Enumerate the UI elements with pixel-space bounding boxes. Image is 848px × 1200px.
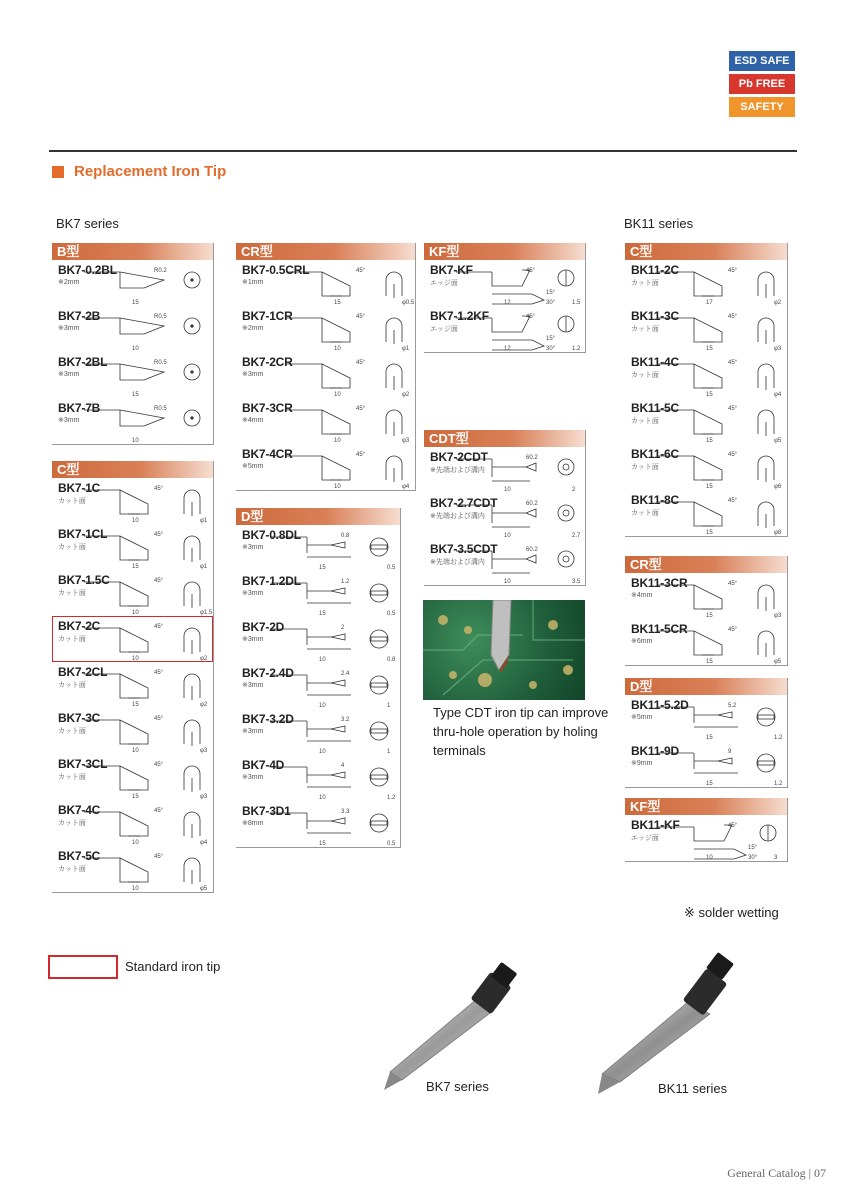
dimension-label: φ0.5	[402, 300, 415, 306]
tip-note: カット面	[58, 590, 86, 597]
tip-model-name: BK7-0.8DL	[242, 528, 301, 542]
dimension-label: 30°	[748, 855, 758, 861]
tip-note: ※3mm	[58, 417, 80, 424]
dimension-label: φ3	[200, 794, 208, 800]
dimension-label: R0.5	[154, 360, 167, 366]
dimension-label: 45°	[728, 823, 738, 829]
tip-note: カット面	[58, 636, 86, 643]
tip-row	[52, 352, 213, 398]
dimension-label: R0.5	[154, 406, 167, 412]
tip-row	[625, 815, 787, 861]
dimension-label: 45°	[356, 268, 366, 274]
dimension-label: 17	[706, 300, 713, 306]
solder-wetting-note: ※ solder wetting	[684, 905, 779, 920]
tip-row	[236, 617, 400, 663]
dimension-label: 45°	[154, 578, 164, 584]
tip-row	[236, 663, 400, 709]
dimension-label: 1.2	[774, 735, 783, 741]
category-header: CR型	[625, 556, 787, 573]
dimension-label: 45°	[728, 581, 738, 587]
dimension-label: 3.3	[341, 809, 350, 815]
tip-model-name: BK11-3CR	[631, 576, 688, 590]
page-footer: General Catalog | 07	[727, 1166, 826, 1180]
category-header: C型	[625, 243, 787, 260]
dimension-label: 10	[319, 703, 326, 709]
dimension-label: 12	[504, 300, 511, 306]
standard-tip-legend-swatch	[48, 955, 118, 979]
dimension-label: 60.2	[526, 455, 538, 461]
tip-row	[236, 525, 400, 571]
tip-note: ※5mm	[242, 463, 264, 470]
dimension-label: φ1	[402, 346, 410, 352]
tip-model-name: BK7-1CR	[242, 309, 293, 323]
tip-note: カット面	[631, 372, 659, 379]
dimension-label: 45°	[728, 268, 738, 274]
tip-row	[625, 573, 787, 619]
dimension-label: 45°	[728, 452, 738, 458]
tip-model-name: BK7-2CR	[242, 355, 293, 369]
tip-row	[52, 846, 213, 892]
dimension-label: φ2	[402, 392, 410, 398]
bk7-series-label: BK7 series	[56, 216, 119, 231]
bk7-b-panel	[52, 243, 214, 445]
tip-model-name: BK7-2D	[242, 620, 285, 634]
tip-note: ※3mm	[58, 325, 80, 332]
bk11-cr-panel	[625, 556, 788, 666]
tip-note: ※5mm	[631, 714, 653, 721]
tip-row	[52, 524, 213, 570]
tip-row	[424, 539, 585, 585]
bk11-kf-panel	[625, 798, 788, 862]
tip-note: ※1mm	[242, 279, 264, 286]
tip-row	[424, 447, 585, 493]
tip-model-name: BK7-2C	[58, 619, 101, 633]
tip-row	[52, 570, 213, 616]
dimension-label: 10	[504, 579, 511, 585]
tip-note: エッジ面	[430, 280, 458, 287]
dimension-label: 10	[504, 487, 511, 493]
esd-safe-badge: ESD SAFE	[729, 51, 795, 71]
dimension-label: 15	[132, 702, 139, 708]
tip-note: カット面	[58, 774, 86, 781]
dimension-label: φ3	[200, 748, 208, 754]
tip-note: カット面	[58, 728, 86, 735]
dimension-label: 10	[319, 657, 326, 663]
dimension-label: 10	[334, 346, 341, 352]
dimension-label: 10	[334, 438, 341, 444]
tip-note: カット面	[58, 820, 86, 827]
tip-row	[236, 398, 415, 444]
tip-row	[52, 754, 213, 800]
dimension-label: φ4	[402, 484, 410, 490]
bk7-cdt-panel	[424, 430, 586, 586]
tip-model-name: BK11-9D	[631, 744, 679, 758]
tip-row	[236, 352, 415, 398]
tip-row	[625, 490, 787, 536]
tip-note: カット面	[58, 682, 86, 689]
dimension-label: φ4	[200, 840, 208, 846]
bk7-kf-panel	[424, 243, 586, 353]
category-header: KF型	[424, 243, 585, 260]
dimension-label: φ1	[200, 518, 208, 524]
dimension-label: 2.7	[572, 533, 581, 539]
tip-row	[625, 741, 787, 787]
dimension-label: 15	[706, 484, 713, 490]
tip-model-name: BK7-3CR	[242, 401, 293, 415]
dimension-label: 15	[319, 841, 326, 847]
tip-model-name: BK11-8C	[631, 493, 679, 507]
category-header: D型	[236, 508, 400, 525]
dimension-label: 45°	[728, 498, 738, 504]
tip-note: カット面	[58, 866, 86, 873]
dimension-label: R0.2	[154, 268, 167, 274]
tip-note: カット面	[58, 544, 86, 551]
tip-note: ※3mm	[242, 636, 264, 643]
dimension-label: 45°	[728, 406, 738, 412]
dimension-label: φ4	[774, 392, 782, 398]
bk7-cr-panel	[236, 243, 416, 491]
tip-model-name: BK11-5C	[631, 401, 679, 415]
tip-row	[236, 571, 400, 617]
dimension-label: φ6	[774, 484, 782, 490]
tip-note: エッジ面	[631, 835, 659, 842]
dimension-label: 60.2	[526, 547, 538, 553]
tip-model-name: BK7-3D1	[242, 804, 291, 818]
bk7-d-panel	[236, 508, 401, 848]
tip-note: ※3mm	[242, 590, 264, 597]
tip-model-name: BK11-5.2D	[631, 698, 689, 712]
tip-row	[52, 708, 213, 754]
dimension-label: 45°	[356, 406, 366, 412]
dimension-label: 5.2	[728, 703, 737, 709]
dimension-label: φ3	[774, 613, 782, 619]
dimension-label: 15	[706, 346, 713, 352]
dimension-label: 45°	[526, 314, 536, 320]
dimension-label: φ3	[402, 438, 410, 444]
dimension-label: 2.4	[341, 671, 350, 677]
tip-note: ※4mm	[631, 592, 653, 599]
dimension-label: 45°	[728, 627, 738, 633]
tip-row	[625, 444, 787, 490]
tip-model-name: BK11-6C	[631, 447, 679, 461]
dimension-label: 3	[774, 855, 778, 861]
dimension-label: 45°	[356, 314, 366, 320]
dimension-label: 1.5	[572, 300, 581, 306]
dimension-label: 0.8	[341, 533, 350, 539]
tip-row	[424, 260, 585, 306]
dimension-label: 10	[706, 855, 713, 861]
tip-row	[236, 306, 415, 352]
tip-model-name: BK7-0.2BL	[58, 263, 117, 277]
tip-row	[625, 398, 787, 444]
tip-row	[52, 662, 213, 708]
dimension-label: 12	[504, 346, 511, 352]
category-header: B型	[52, 243, 213, 260]
tip-model-name: BK7-3.2D	[242, 712, 294, 726]
tip-model-name: BK7-KF	[430, 263, 473, 277]
tip-note: ※先端および溝内	[430, 513, 485, 520]
tip-row	[236, 755, 400, 801]
dimension-label: 10	[319, 795, 326, 801]
tip-row	[236, 801, 400, 847]
dimension-label: R0.5	[154, 314, 167, 320]
tip-note: ※3mm	[242, 728, 264, 735]
standard-tip-legend-label: Standard iron tip	[125, 959, 221, 974]
category-header: D型	[625, 678, 787, 695]
dimension-label: 45°	[154, 854, 164, 860]
dimension-label: 0.8	[387, 657, 396, 663]
dimension-label: 15°	[546, 290, 556, 296]
dimension-label: 1.2	[387, 795, 396, 801]
dimension-label: 10	[132, 346, 139, 352]
dimension-label: 10	[132, 656, 139, 662]
tip-note: カット面	[631, 280, 659, 287]
bk11-iron-label: BK11 series	[658, 1081, 728, 1096]
tip-model-name: BK7-2.4D	[242, 666, 294, 680]
dimension-label: 45°	[728, 360, 738, 366]
dimension-label: 45°	[154, 716, 164, 722]
tip-model-name: BK7-2CL	[58, 665, 108, 679]
dimension-label: 1	[387, 703, 391, 709]
dimension-label: 0.5	[387, 841, 396, 847]
dimension-label: 1	[387, 749, 391, 755]
tip-model-name: BK7-1.5C	[58, 573, 110, 587]
tip-note: ※3mm	[58, 371, 80, 378]
tip-model-name: BK7-3.5CDT	[430, 542, 498, 556]
dimension-label: φ5	[200, 886, 208, 892]
dimension-label: 15	[319, 611, 326, 617]
header-rule	[49, 150, 797, 152]
dimension-label: 10	[334, 484, 341, 490]
dimension-label: φ2	[774, 300, 782, 306]
tip-note: カット面	[631, 510, 659, 517]
tip-model-name: BK7-1.2DL	[242, 574, 301, 588]
dimension-label: 45°	[356, 360, 366, 366]
dimension-label: 10	[132, 518, 139, 524]
tip-note: カット面	[58, 498, 86, 505]
dimension-label: 15	[132, 564, 139, 570]
dimension-label: 9	[728, 749, 732, 755]
tip-model-name: BK11-KF	[631, 818, 680, 832]
dimension-label: 1.2	[774, 781, 783, 787]
tip-model-name: BK7-3CL	[58, 757, 108, 771]
dimension-label: 15	[132, 794, 139, 800]
dimension-label: 10	[504, 533, 511, 539]
dimension-label: 4	[341, 763, 345, 769]
tip-row	[236, 260, 415, 306]
tip-note: ※2mm	[242, 325, 264, 332]
dimension-label: 30°	[546, 346, 556, 352]
bk11-iron-illustration	[592, 942, 762, 1102]
dimension-label: 15	[319, 565, 326, 571]
tip-model-name: BK7-1.2KF	[430, 309, 489, 323]
safety-badge: SAFETY	[729, 97, 795, 117]
dimension-label: φ5	[774, 438, 782, 444]
pb-free-badge: Pb FREE	[729, 74, 795, 94]
dimension-label: 15	[706, 530, 713, 536]
category-header: C型	[52, 461, 213, 478]
tip-row	[52, 478, 213, 524]
dimension-label: 1.2	[572, 346, 581, 352]
dimension-label: 3.5	[572, 579, 581, 585]
bk11-c-panel	[625, 243, 788, 537]
tip-row	[625, 619, 787, 665]
dimension-label: 45°	[728, 314, 738, 320]
tip-note: ※2mm	[58, 279, 80, 286]
tip-note: カット面	[631, 326, 659, 333]
dimension-label: 15	[706, 781, 713, 787]
certification-badges	[729, 51, 795, 120]
tip-model-name: BK7-2BL	[58, 355, 108, 369]
tip-model-name: BK7-2B	[58, 309, 101, 323]
dimension-label: 0.5	[387, 611, 396, 617]
tip-note: カット面	[631, 418, 659, 425]
dimension-label: φ5	[774, 659, 782, 665]
tip-model-name: BK7-1CL	[58, 527, 108, 541]
tip-model-name: BK7-4C	[58, 803, 101, 817]
tip-row	[625, 352, 787, 398]
tip-note: ※3mm	[242, 774, 264, 781]
tip-row	[52, 800, 213, 846]
dimension-label: φ1.5	[200, 610, 213, 616]
dimension-label: 10	[132, 886, 139, 892]
dimension-label: 45°	[356, 452, 366, 458]
tip-model-name: BK7-5C	[58, 849, 101, 863]
tip-row	[625, 260, 787, 306]
tip-model-name: BK7-2.7CDT	[430, 496, 498, 510]
tip-note: エッジ面	[430, 326, 458, 333]
bk11-d-panel	[625, 678, 788, 788]
dimension-label: 45°	[154, 486, 164, 492]
dimension-label: 2	[572, 487, 576, 493]
dimension-label: 45°	[154, 624, 164, 630]
tip-note: カット面	[631, 464, 659, 471]
tip-model-name: BK7-3C	[58, 711, 101, 725]
tip-model-name: BK7-4D	[242, 758, 285, 772]
dimension-label: 15	[334, 300, 341, 306]
tip-model-name: BK11-4C	[631, 355, 679, 369]
cdt-usage-photo	[423, 600, 585, 700]
dimension-label: 15°	[748, 845, 758, 851]
dimension-label: 15	[706, 438, 713, 444]
tip-model-name: BK11-5CR	[631, 622, 688, 636]
tip-note: ※3mm	[242, 682, 264, 689]
dimension-label: 15	[132, 300, 139, 306]
dimension-label: 3.2	[341, 717, 350, 723]
dimension-label: 45°	[154, 670, 164, 676]
tip-model-name: BK7-4CR	[242, 447, 293, 461]
tip-row	[236, 444, 415, 490]
section-title: Replacement Iron Tip	[52, 163, 226, 180]
dimension-label: 10	[132, 610, 139, 616]
dimension-label: 2	[341, 625, 345, 631]
bk7-iron-label: BK7 series	[426, 1079, 489, 1094]
dimension-label: 45°	[154, 808, 164, 814]
dimension-label: φ2	[200, 656, 208, 662]
dimension-label: 45°	[154, 762, 164, 768]
bk11-series-label: BK11 series	[624, 216, 694, 231]
dimension-label: 10	[319, 749, 326, 755]
tip-model-name: BK7-2CDT	[430, 450, 488, 464]
tip-note: ※先端および溝内	[430, 467, 485, 474]
dimension-label: φ1	[200, 564, 208, 570]
tip-model-name: BK7-7B	[58, 401, 101, 415]
cdt-caption: Type CDT iron tip can improve thru-hole operation by holing terminals	[433, 705, 609, 758]
category-header: CR型	[236, 243, 415, 260]
tip-row	[52, 398, 213, 444]
dimension-label: φ3	[774, 346, 782, 352]
tip-model-name: BK11-3C	[631, 309, 679, 323]
dimension-label: 1.2	[341, 579, 350, 585]
tip-note: ※6mm	[631, 638, 653, 645]
dimension-label: 15	[706, 735, 713, 741]
tip-note: ※先端および溝内	[430, 559, 485, 566]
tip-note: ※8mm	[242, 820, 264, 827]
tip-row	[424, 493, 585, 539]
tip-row	[625, 306, 787, 352]
tip-note: ※3mm	[242, 371, 264, 378]
tip-row	[52, 260, 213, 306]
tip-model-name: BK7-0.5CRL	[242, 263, 310, 277]
dimension-label: 10	[132, 840, 139, 846]
dimension-label: 0.5	[387, 565, 396, 571]
category-header: KF型	[625, 798, 787, 815]
dimension-label: 30°	[546, 300, 556, 306]
dimension-label: 15	[706, 613, 713, 619]
section-square-icon	[52, 166, 64, 178]
dimension-label: 15	[706, 392, 713, 398]
tip-note: ※3mm	[242, 544, 264, 551]
tip-row	[625, 695, 787, 741]
dimension-label: 10	[132, 438, 139, 444]
dimension-label: 15	[132, 392, 139, 398]
tip-model-name: BK11-2C	[631, 263, 679, 277]
tip-model-name: BK7-1C	[58, 481, 101, 495]
tip-row	[236, 709, 400, 755]
dimension-label: 45°	[526, 268, 536, 274]
tip-row	[424, 306, 585, 352]
dimension-label: φ8	[774, 530, 782, 536]
dimension-label: 10	[132, 748, 139, 754]
tip-note: ※9mm	[631, 760, 653, 767]
dimension-label: 15°	[546, 336, 556, 342]
category-header: CDT型	[424, 430, 585, 447]
dimension-label: 45°	[154, 532, 164, 538]
dimension-label: 10	[334, 392, 341, 398]
tip-note: ※4mm	[242, 417, 264, 424]
dimension-label: 60.2	[526, 501, 538, 507]
tip-row	[52, 306, 213, 352]
bk7-c-panel	[52, 461, 214, 893]
dimension-label: 15	[706, 659, 713, 665]
tip-row	[52, 616, 213, 662]
dimension-label: φ2	[200, 702, 208, 708]
